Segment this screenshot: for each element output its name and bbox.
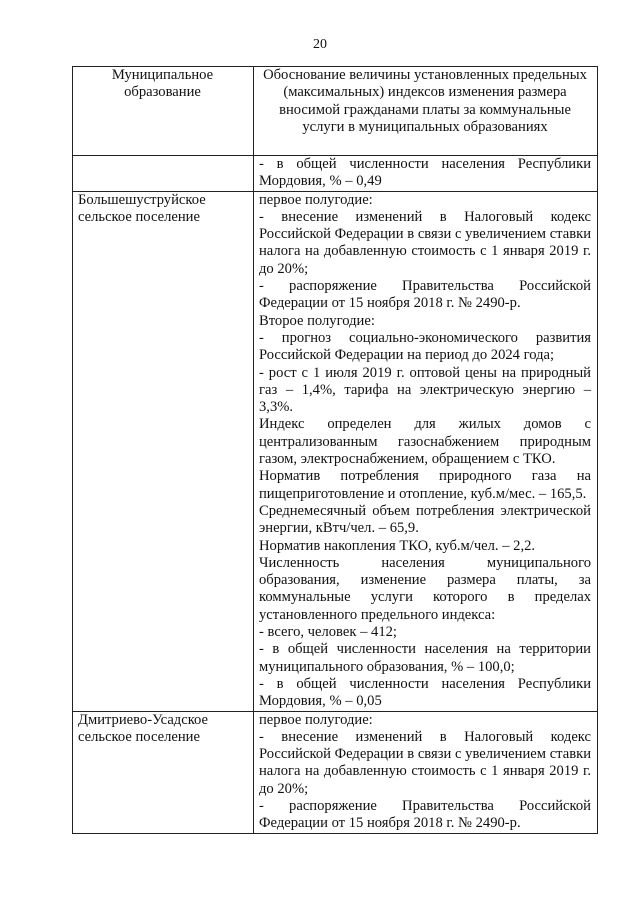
paragraph: - всего, человек – 412; — [259, 624, 397, 641]
paragraph: Норматив потребления природного газа на пищеприготовление и отопление, куб.м/мес. – 165,5. — [259, 468, 591, 502]
municipality-cell: Большешуструйское сельское поселение — [73, 191, 254, 711]
paragraph: первое полугодие: — [259, 711, 373, 728]
table-row — [73, 191, 598, 711]
paragraph: - внесение изменений в Налоговый кодекс Российской Федерации в связи с увеличением ставки налога на добавленную стоимость с 1 января 2019 г. до 20%; — [259, 728, 591, 797]
justification-cell — [254, 156, 598, 192]
paragraph: - распоряжение Правительства Российской Федерации от 15 ноября 2018 г. № 2490-р. — [259, 278, 591, 312]
paragraph: Индекс определен для жилых домов с централизованным газоснабжением природным газом, электроснабжением, обращением с ТКО. — [259, 416, 591, 468]
table-header-row — [73, 67, 598, 156]
paragraph: - в общей численности населения Республики Мордовия, % – 0,49 — [259, 156, 591, 190]
justification-cell — [254, 191, 598, 711]
justification-cell — [254, 711, 598, 833]
header-justification: Обоснование величины установленных предельных (максимальных) индексов изменения размера вносимой гражданами платы за коммунальные услуги в муниципальных образованиях — [254, 67, 598, 156]
paragraph: - распоряжение Правительства Российской Федерации от 15 ноября 2018 г. № 2490-р. — [259, 797, 591, 832]
paragraph: - рост с 1 июля 2019 г. оптовой цены на природный газ – 1,4%, тарифа на электрическую энергию – 3,3%. — [259, 364, 591, 416]
table-row — [73, 156, 598, 192]
municipality-cell — [73, 156, 254, 192]
municipality-cell: Дмитриево-Усадское сельское поселение — [73, 711, 254, 833]
indices-table — [72, 66, 598, 834]
paragraph: - прогноз социально-экономического развития Российской Федерации на период до 2024 года; — [259, 329, 591, 364]
paragraph: - в общей численности населения Республики Мордовия, % – 0,05 — [259, 675, 591, 710]
paragraph: Среднемесячный объем потребления электрической энергии, кВтч/чел. – 65,9. — [259, 502, 591, 537]
paragraph: Численность населения муниципального образования, изменение размера платы, за коммунальные услуги которого в пределах установленного предельного индекса: — [259, 554, 591, 623]
paragraph: Норматив накопления ТКО, куб.м/чел. – 2,2. — [259, 537, 536, 554]
paragraph: - внесение изменений в Налоговый кодекс Российской Федерации в связи с увеличением ставки налога на добавленную стоимость с 1 января 2019 г. до 20%; — [259, 208, 591, 277]
paragraph: первое полугодие: — [259, 191, 373, 208]
page-number: 20 — [313, 37, 327, 52]
header-municipality: Муниципальное образование — [73, 67, 254, 156]
table-row — [73, 711, 598, 833]
paragraph: - в общей численности населения на территории муниципального образования, % – 100,0; — [259, 641, 591, 675]
paragraph: Второе полугодие: — [259, 312, 375, 329]
